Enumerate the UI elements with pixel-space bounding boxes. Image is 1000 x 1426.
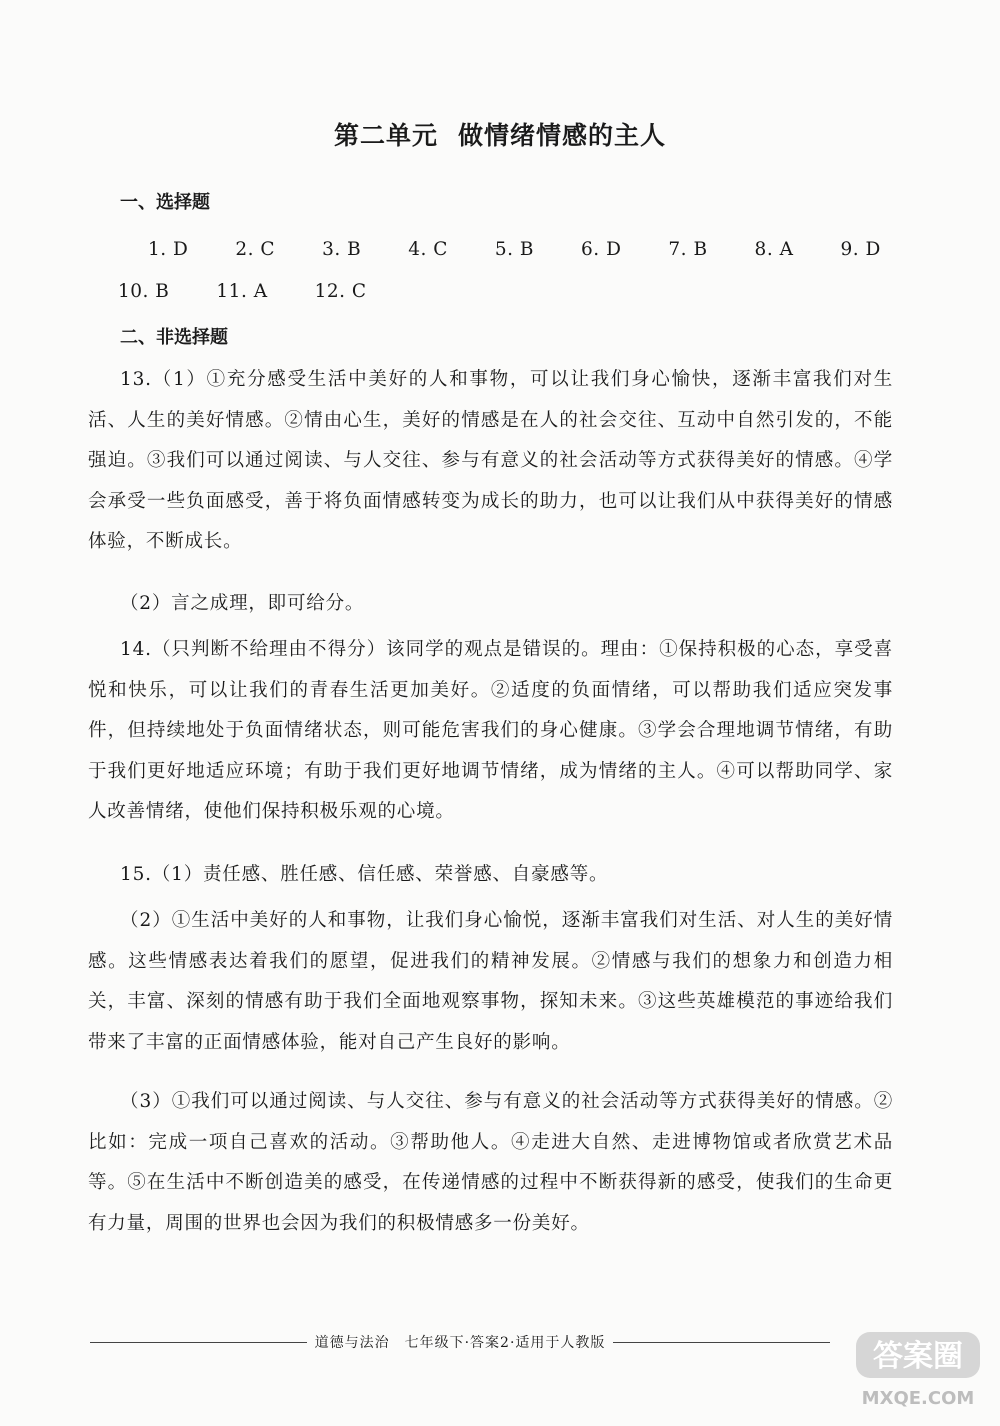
choice-answers (88, 229, 898, 313)
page-title (0, 116, 1000, 152)
answer-item: 5. B (494, 239, 535, 260)
answer-item: 8. A (754, 239, 794, 260)
page-footer (90, 1330, 830, 1354)
answer-item: 2. C (235, 239, 276, 260)
unit-title: 做情绪情感的主人 (458, 121, 667, 150)
watermark-logo (848, 1326, 988, 1416)
answer-item: 7. B (668, 239, 708, 260)
answer-paragraph-14: 14.（只判断不给理由不得分）该同学的观点是错误的。理由：①保持积极的心态，享受喜悦和快乐，可以让我们的青春生活更加美好。②适度的负面情绪，可以帮助我们适应突发事件，但持续地处于负面情绪状态，则可能危害我们的身心健康。③学会合理地调节情绪，有助于我们更好地适应环境；有助于我们更好地调节情绪，成为情绪的主人。④可以帮助同学、家人改善情绪，使他们保持积极乐观的心境。 (88, 639, 893, 822)
answer-paragraph-15-3: （3）①我们可以通过阅读、与人交往、参与有意义的社会活动等方式获得美好的情感。②比如：完成一项自己喜欢的活动。③帮助他人。④走进大自然、走进博物馆或者欣赏艺术品等。⑤在生活中不断创造美的感受，在传递情感的过程中不断获得新的感受，使我们的生命更有力量，周围的世界也会因为我们的积极情感多一份美好。 (88, 1091, 893, 1234)
section-heading-choice: 一、选择题 (120, 192, 210, 213)
answer-item: 11. A (216, 281, 268, 302)
footer-rule-right (613, 1342, 830, 1343)
answer-paragraph-13-1: 13.（1）①充分感受生活中美好的人和事物，可以让我们身心愉快，逐渐丰富我们对生活、人生的美好情感。②情由心生，美好的情感是在人的社会交往、互动中自然引发的，不能强迫。③我们可以通过阅读、与人交往、参与有意义的社会活动等方式获得美好的情感。④学会承受一些负面感受，善于将负面情感转变为成长的助力，也可以让我们从中获得美好的情感体验，不断成长。 (88, 369, 893, 552)
unit-label: 第二单元 (333, 121, 438, 150)
answer-paragraph-13-2: （2）言之成理，即可给分。 (120, 593, 365, 614)
answer-item: 6. D (581, 239, 622, 260)
answer-item: 1. D (148, 239, 189, 260)
answer-paragraph-15-2: （2）①生活中美好的人和事物，让我们身心愉悦，逐渐丰富我们对生活、对人生的美好情感。这些情感表达着我们的愿望，促进我们的精神发展。②情感与我们的想象力和创造力相关，丰富、深刻的情感有助于我们全面地观察事物，探知未来。③这些英雄模范的事迹给我们带来了丰富的正面情感体验，能对自己产生良好的影响。 (88, 910, 893, 1053)
answer-item: 3. B (322, 239, 362, 260)
watermark-site: MXQE.COM (861, 1388, 975, 1409)
answer-item: 4. C (408, 239, 448, 260)
watermark-title: 答案圈 (873, 1339, 963, 1374)
answer-paragraph-15-1: 15.（1）责任感、胜任感、信任感、荣誉感、自豪感等。 (120, 864, 609, 885)
section-heading-nonchoice: 二、非选择题 (120, 327, 228, 348)
answer-item: 10. B (118, 281, 170, 302)
answer-item: 9. D (840, 239, 881, 260)
footer-rule-left (90, 1342, 307, 1343)
answer-item: 12. C (314, 281, 367, 302)
footer-text: 道德与法治 七年级下·答案2·适用于人教版 (314, 1335, 606, 1351)
